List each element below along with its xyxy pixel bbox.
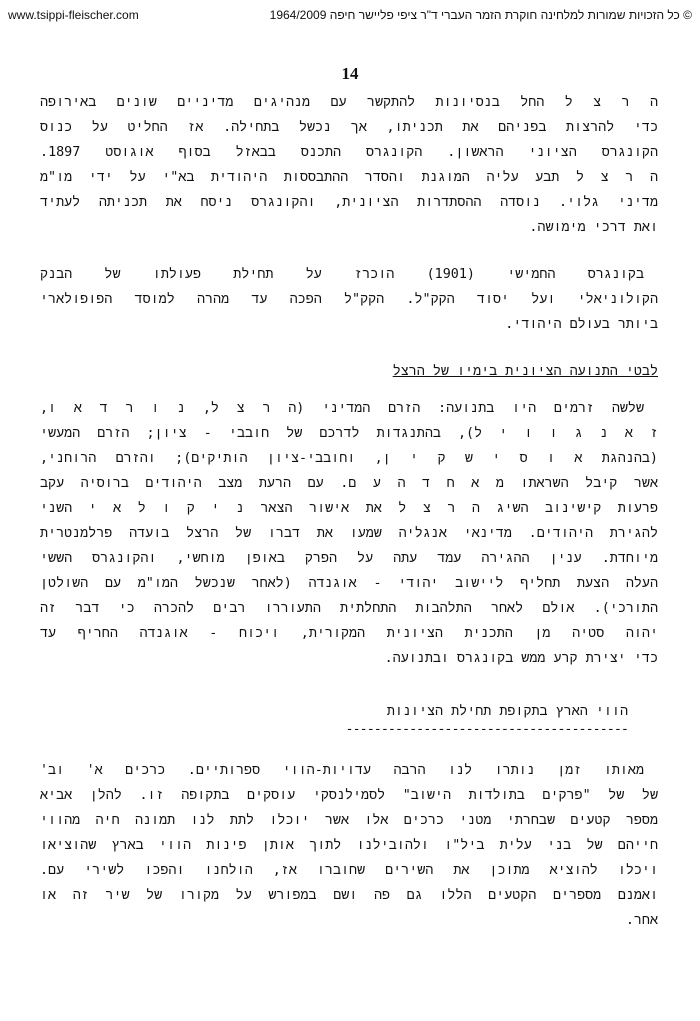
text-line: יהוה סטיה מן התכנית הציונית המקורית, ויכוח - אוגנדה החריף עד bbox=[40, 626, 658, 641]
heading-underline bbox=[40, 724, 658, 736]
text-line: (בהנהגת א ו ס י ש ק י ן, וחובבי-ציון הותיקים); והזרם הרוחני, bbox=[40, 451, 658, 466]
paragraph-herzl-congress bbox=[40, 90, 658, 240]
text-line: ז א נ ג ו ו י ל), בהתנגדות לדרכם של חובבי - ציון; הזרם המעשי bbox=[40, 426, 658, 441]
text-line: אשר קיבל השראתו מ א ח ד ה ע ם. עם הרעת מצב היהודים ברוסיה עקב bbox=[40, 476, 658, 491]
text-line: להגירת היהודים. מדינאי אנגליה שמעו את דברו של הרצל בועדה פרלמנטרית bbox=[40, 526, 658, 541]
page-number: 14 bbox=[341, 64, 359, 83]
text-line: הקונגרס הציוני הראשון. הקונגרס התכנס בבאזל בסוף אוגוסט 1897. bbox=[40, 145, 658, 160]
text-line: מיוחדת. ענין ההגירה עמד עתה על הפרק באופן מוחשי, והקונגרס הששי bbox=[40, 551, 658, 566]
text-line: כדי יצירת קרע ממש בקונגרס ובתנועה. bbox=[384, 651, 658, 666]
text-line: בקונגרס החמישי (1901) הוכרז על תחילת פעולתו של הבנק bbox=[40, 267, 644, 282]
paragraph-three-streams bbox=[40, 396, 658, 671]
dashed-rule: ---------------------------------------- bbox=[345, 722, 628, 737]
text-line: ואמנם מספרים הקטעים הללו גם פה ושם במפורש על מקורו של שיר זה או bbox=[40, 888, 658, 903]
copyright-notice: © כל הזכויות שמורות למלחינה חוקרת הזמר העברי ד"ר ציפי פליישר חיפה 1964/2009 bbox=[269, 8, 692, 22]
section-heading-text: לבטי התנועה הציונית בימיו של הרצל bbox=[392, 364, 658, 379]
paragraph-fifth-congress bbox=[40, 262, 658, 337]
section-heading-text: הווי הארץ בתקופת תחילת הציונות bbox=[386, 704, 628, 719]
text-line: אחר. bbox=[625, 913, 658, 928]
text-line: מספר קטעים שבחרתי מטני כרכים אלו אשר יוכלו לתת לנו תמונה חיה מהווי bbox=[40, 813, 658, 828]
text-line: חייהם של בני עלית ביל"ו ולהובילנו לתוך אותן פינות הווי בארץ שהוציאו bbox=[40, 838, 658, 853]
document-body bbox=[40, 90, 658, 933]
website-url: www.tsippi-fleischer.com bbox=[8, 8, 139, 22]
text-line: שלשה זרמים היו בתנועה: הזרם המדיני (ה ר צ ל, נ ו ר ד א ו, bbox=[40, 401, 644, 416]
paragraph-literary-testimonies bbox=[40, 758, 658, 933]
text-line: מדיני גלוי. נוסדה ההסתדרות הציונית, והקונגרס ניסח את תכניתה לעתיד bbox=[40, 195, 658, 210]
text-line: הקולוניאלי ועל יסוד הקק"ל. הקק"ל הפכה עד מהרה למוסד הפופולארי bbox=[40, 292, 658, 307]
text-line: מאותו זמן נותרו לנו הרבה עדויות-הווי ספרותיים. כרכים א' וב' bbox=[40, 763, 644, 778]
text-line: ה ר צ ל תבע עליה המוגנת והסדר ההתבססות היהודית בא"י על ידי מו"מ bbox=[40, 170, 658, 185]
text-line: כדי להרצות בפניהם את תכניתו, אך נכשל בתחילה. אז החליט על כנוס bbox=[40, 120, 658, 135]
text-line: התורכי). אולם לאחר התלהבות התחלתית התעוררו רבים להכרה כי דבר זה bbox=[40, 601, 658, 616]
text-line: ביותר בעולם היהודי. bbox=[505, 317, 658, 332]
text-line: של של "פרקים בתולדות הישוב" לסמילנסקי עוסקים בתקופה זו. להלן אביא bbox=[40, 788, 658, 803]
text-line: ויכלו להוציא מתוכן את השירים שחוברו אז, הולחנו והפכו לשירי עם. bbox=[40, 863, 658, 878]
text-line: ואת דרכי מימושה. bbox=[529, 220, 658, 235]
text-line: העלה הצעת תחליף ליישוב יהודי - אוגנדה (לאחר שנכשל המו"מ עם השולטן bbox=[40, 576, 658, 591]
section-heading bbox=[40, 359, 658, 384]
text-line: פרעות קישינוב השיג ה ר צ ל את אישור הצאר נ י ק ו ל א י השני bbox=[40, 501, 658, 516]
section-heading bbox=[40, 699, 658, 724]
page-header bbox=[8, 4, 692, 26]
text-line: ה ר צ ל החל בנסיונות להתקשר עם מנהיגים מדיניים שונים באירופה bbox=[40, 95, 658, 110]
